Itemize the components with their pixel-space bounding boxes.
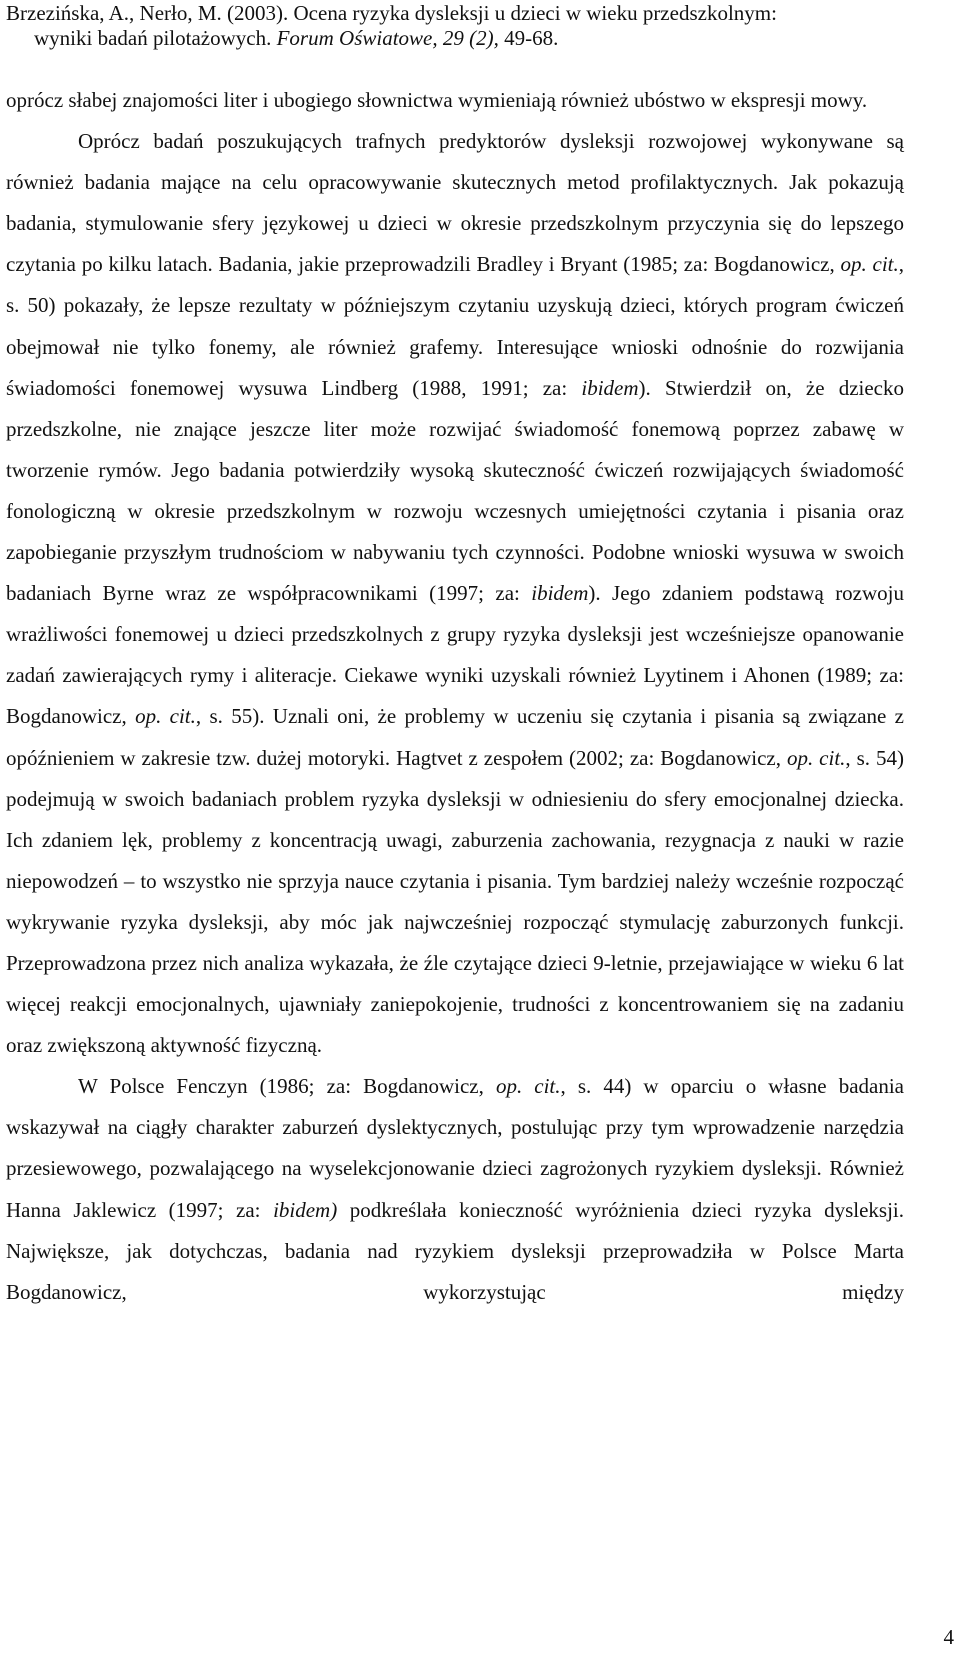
citation-line-2 — [6, 26, 904, 51]
text-run: , s. 50) pokazały, że lepsze rezultaty w późniejszym czytaniu uzyskują dzieci, których program ćwiczeń obejmował nie tylko fonemy, ale również grafemy. Interesujące wnioski odnośnie do rozwijania świadomości fonemowej wysuwa Lindberg (1988, 1991; za: — [6, 252, 905, 400]
text-run: , s. 44) w oparciu o własne badania wskazywał na ciągły charakter zaburzeń dyslektycznych, postulując przy tym wprowadzenie narzędzia przesiewowego, pozwalającego na wyselekcjonowanie dzieci zagrożonych ryzykiem dysleksji. Również Hanna Jaklewicz (1997; za: — [6, 1074, 904, 1222]
italic-citation: op. cit. — [840, 252, 899, 277]
text-run: , s. 54) podejmują w swoich badaniach problem ryzyka dysleksji w odniesieniu do sfery emocjonalnej dziecka. Ich zdaniem lęk, problemy z koncentracją uwagi, zaburzenia zachowania, rezygnacja z nauki w razie niepowodzeń – to wszystko nie sprzyja nauce czytania i pisania. Tym bardziej należy wcześnie rozpocząć wykrywanie ryzyka dysleksji, aby móc jak najwcześniej rozpocząć stymulację zaburzonych funkcji. Przeprowadzona przez nich analiza wykazała, że źle czytające dzieci 9-letnie, przejawiające w wieku 6 lat więcej reakcji emocjonalnych, ujawniały zaniepokojenie, trudności z koncentrowaniem się na zadaniu oraz zwiększoną aktywność fizyczną. — [6, 745, 905, 1058]
text-run: ). Jego zdaniem podstawą rozwoju wrażliwości fonemowej u dzieci przedszkolnych z grupy ryzyka dysleksji jest wcześniejsze opanowanie zadań zawierających rymy i aliteracje. Ciekawe wyniki uzyskali również Lyytinem i Ahonen (1989; za: Bogdanowicz, — [6, 581, 905, 729]
italic-citation: ibidem — [581, 375, 639, 400]
italic-citation: ibidem) — [273, 1197, 338, 1222]
body-text — [6, 80, 904, 1313]
citation-line-1: Brzezińska, A., Nerło, M. (2003). Ocena ryzyka dysleksji u dzieci w wieku przedszkolnym: — [6, 1, 777, 25]
page-number: 4 — [943, 1625, 954, 1649]
text-run: oprócz słabej znajomości liter i ubogiego słownictwa wymieniają również ubóstwo w ekspresji mowy. — [6, 88, 868, 112]
citation-pages: 49-68. — [498, 26, 559, 50]
citation-title-end: wyniki badań pilotażowych. — [34, 26, 277, 50]
italic-citation: op. cit. — [495, 1074, 561, 1099]
italic-citation: ibidem — [531, 581, 589, 606]
text-run: Oprócz badań poszukujących trafnych predyktorów dysleksji rozwojowej wykonywane są również badania mające na celu opracowywanie skutecznych metod profilaktycznych. Jak pokazują badania, stymulowanie sfery językowej u dzieci w okresie przedszkolnym przyczynia się do lepszego czytania po kilku latach. Badania, jakie przeprowadzili Bradley i Bryant (1985; za: Bogdanowicz, — [6, 129, 904, 277]
citation-header — [6, 1, 904, 51]
italic-citation: op. cit. — [135, 704, 196, 729]
paragraph-prevention-research — [6, 121, 904, 1066]
italic-citation: op. cit. — [786, 745, 846, 770]
text-run: ). Stwierdził on, że dziecko przedszkolne, nie znające jeszcze liter może rozwijać świadomość fonemową poprzez zabawę w tworzenie rymów. Jego badania potwierdziły wysoką skuteczność ćwiczeń rozwijających świadomość fonologiczną w okresie przedszkolnym w rozwoju wczesnych umiejętności czytania i pisania oraz zapobieganie przyszłym trudnościom w nabywaniu tych czynności. Podobne wnioski wysuwa w swoich badaniach Byrne wraz ze współpracownikami (1997; za: — [6, 375, 905, 606]
paragraph-continuation — [6, 80, 904, 121]
page — [6, 0, 904, 1313]
citation-journal: Forum Oświatowe, 29 (2), — [276, 26, 499, 50]
text-run: , s. 55). Uznali oni, że problemy w uczeniu się czytania i pisania są związane z opóźnieniem w zakresie tzw. dużej motoryki. Hagtvet z zespołem (2002; za: Bogdanowicz, — [6, 704, 904, 770]
text-run: podkreślała konieczność wyróżnienia dzieci ryzyka dysleksji. Największe, jak dotychczas, badania nad ryzykiem dysleksji przeprowadziła w Polsce Marta Bogdanowicz, wykorzystując między — [6, 1197, 905, 1304]
paragraph-polish-research — [6, 1066, 904, 1313]
text-run: W Polsce Fenczyn (1986; za: Bogdanowicz, — [78, 1074, 496, 1099]
